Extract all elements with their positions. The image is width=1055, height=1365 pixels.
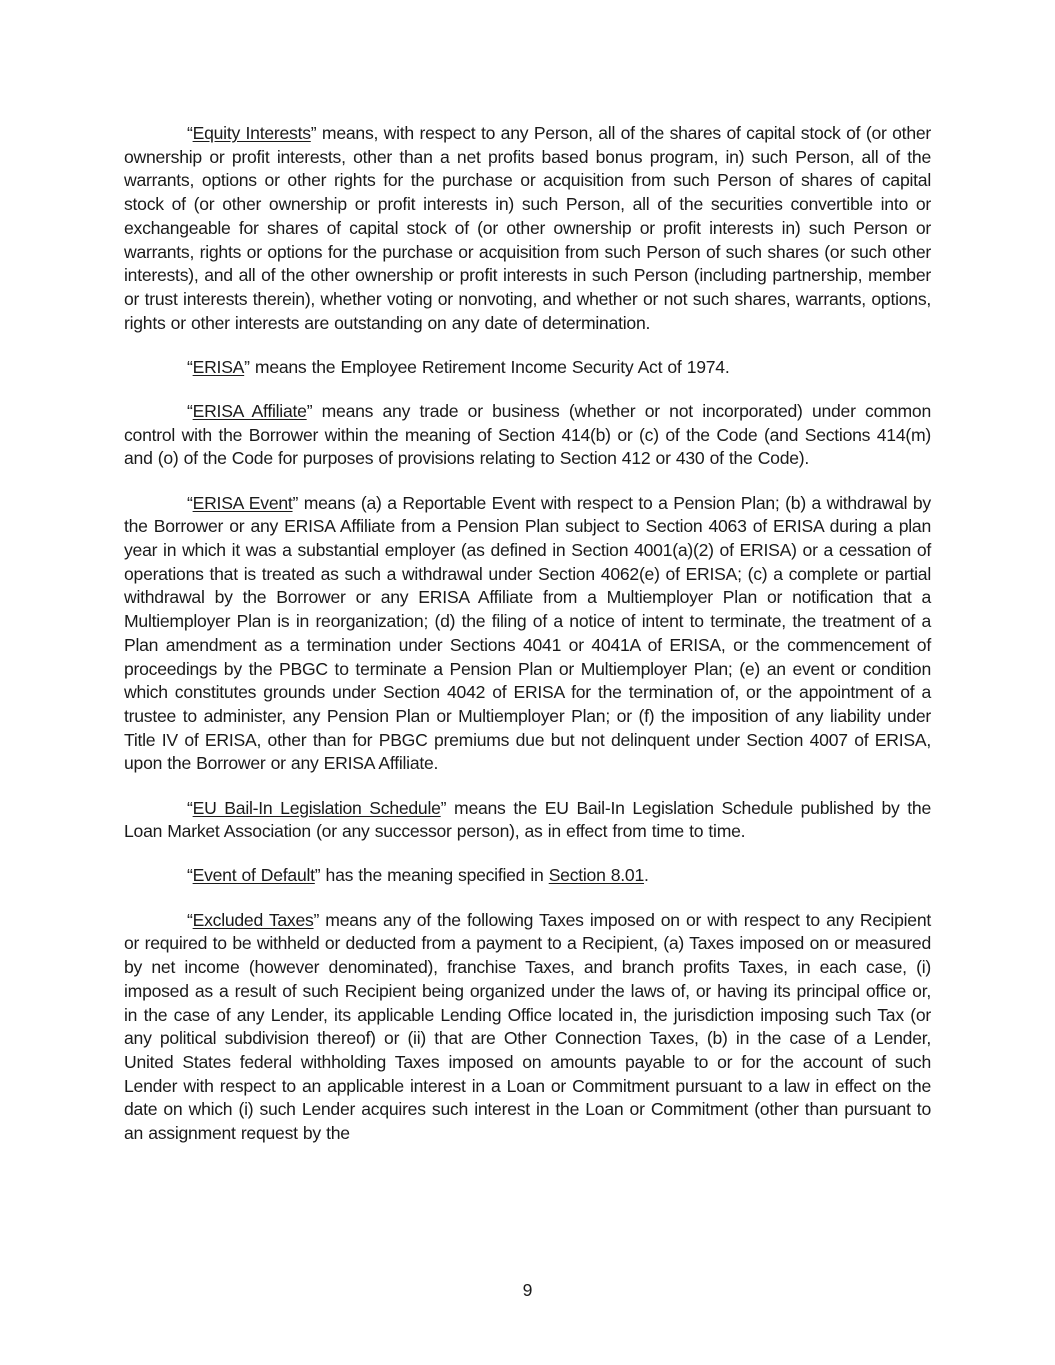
close-quote: ” — [244, 356, 250, 377]
open-quote: “ — [187, 797, 193, 818]
trailing-period: . — [644, 865, 649, 886]
open-quote: “ — [187, 909, 193, 930]
open-quote: “ — [187, 356, 193, 377]
defined-term: EU Bail-In Legislation Schedule — [192, 797, 441, 818]
open-quote: “ — [187, 123, 193, 143]
section-reference: Section 8.01 — [548, 865, 645, 886]
definition-text: means the EU Bail-In Legislation Schedule published by the Loan Market Association (or any successor person), as in effect from time to time. — [124, 797, 931, 842]
definition-text: means any of the following Taxes imposed on or with respect to any Recipient or required to be withheld or deducted from a payment to a Recipient, (a) Taxes imposed on or measured by net income (however denominated), franchise Taxes, and branch profits Taxes, in each case, (i) imposed as a result of such Recipient being organized under the laws of, or having its principal office or, in the case of any Lender, its applicable Lending Office located in, the jurisdiction imposing such Tax (or any political subdivision thereof) or (ii) that are Other Connection Taxes, (b) in the case of a Lender, United States federal withholding Taxes imposed on amounts payable to or for the account of such Lender with respect to an applicable interest in a Loan or Commitment pursuant to a law in effect on the date on which (i) such Lender acquires such interest in the Loan or Commitment (other than pursuant to an assignment request by the — [124, 909, 931, 1144]
definition-erisa — [124, 356, 931, 380]
definition-text: means, with respect to any Person, all of the shares of capital stock of (or other ownership or profit interests, other than a net profits based bonus program, in) such Person, all of the warrants, options or other rights for the purchase or acquisition from such Person of shares of capital stock of (or other ownership or profit interests in) such Person, all of the securities convertible into or exchangeable for shares of capital stock of (or other ownership or profit interests in) such Person or warrants, rights or options for the purchase or acquisition from such Person of such shares (or such other interests), and all of the other ownership or profit interests in such Person (including partnership, member or trust interests therein), whether voting or nonvoting, and whether or not such shares, warrants, options, rights or other interests are outstanding on any date of determination. — [124, 123, 931, 333]
open-quote: “ — [187, 865, 193, 886]
page-number: 9 — [522, 1280, 533, 1300]
close-quote: ” — [440, 797, 447, 818]
definition-text: means (a) a Reportable Event with respect to a Pension Plan; (b) a withdrawal by the Borrower or any ERISA Affiliate from a Pension Plan subject to Section 4063 of ERISA during a plan year in which it was a substantial employer (as defined in Section 4001(a)(2) of ERISA) or a cessation of operations that is treated as such a withdrawal under Section 4062(e) of ERISA; (c) a complete or partial withdrawal by the Borrower or any ERISA Affiliate from a Multiemployer Plan or notification that a Multiemployer Plan is in reorganization; (d) the filing of a notice of intent to terminate, the treatment of a Plan amendment as a termination under Sections 4041 or 4041A of ERISA, or the commencement of proceedings by the PBGC to terminate a Pension Plan or Multiemployer Plan; (e) an event or condition which constitutes grounds under Section 4042 of ERISA for the termination of, or the appointment of a trustee to administer, any Pension Plan or Multiemployer Plan; or (f) the imposition of any liability under Title IV of ERISA, other than for PBGC premiums due but not delinquent under Section 4007 of ERISA, upon the Borrower or any ERISA Affiliate. — [124, 492, 931, 774]
defined-term: Equity Interests — [192, 123, 311, 143]
close-quote: ” — [292, 492, 299, 513]
definition-text: has the meaning specified in — [320, 865, 549, 886]
open-quote: “ — [187, 401, 193, 422]
defined-term: Event of Default — [192, 865, 315, 886]
definition-text: means any trade or business (whether or not incorporated) under common control with the Borrower within the meaning of Section 414(b) or (c) of the Code (and Sections 414(m) and (o) of the Code for purposes of provisions relating to Section 412 or 430 of the Code). — [124, 401, 931, 469]
definition-event-of-default — [124, 864, 931, 888]
defined-term: ERISA Affiliate — [192, 401, 307, 422]
close-quote: ” — [314, 865, 321, 886]
definitions-body — [124, 122, 931, 1166]
close-quote: ” — [306, 401, 313, 422]
definition-excluded-taxes — [124, 909, 931, 1146]
defined-term: Excluded Taxes — [192, 909, 314, 930]
close-quote: ” — [313, 909, 320, 930]
defined-term: ERISA Event — [192, 492, 293, 513]
definition-equity-interests — [124, 122, 931, 335]
defined-term: ERISA — [192, 356, 245, 377]
open-quote: “ — [187, 492, 193, 513]
definition-erisa-event — [124, 492, 931, 776]
definition-eu-bail-in-schedule — [124, 797, 931, 844]
definition-text: means the Employee Retirement Income Security Act of 1974. — [249, 356, 730, 377]
definition-erisa-affiliate — [124, 400, 931, 471]
close-quote: ” — [310, 123, 317, 143]
